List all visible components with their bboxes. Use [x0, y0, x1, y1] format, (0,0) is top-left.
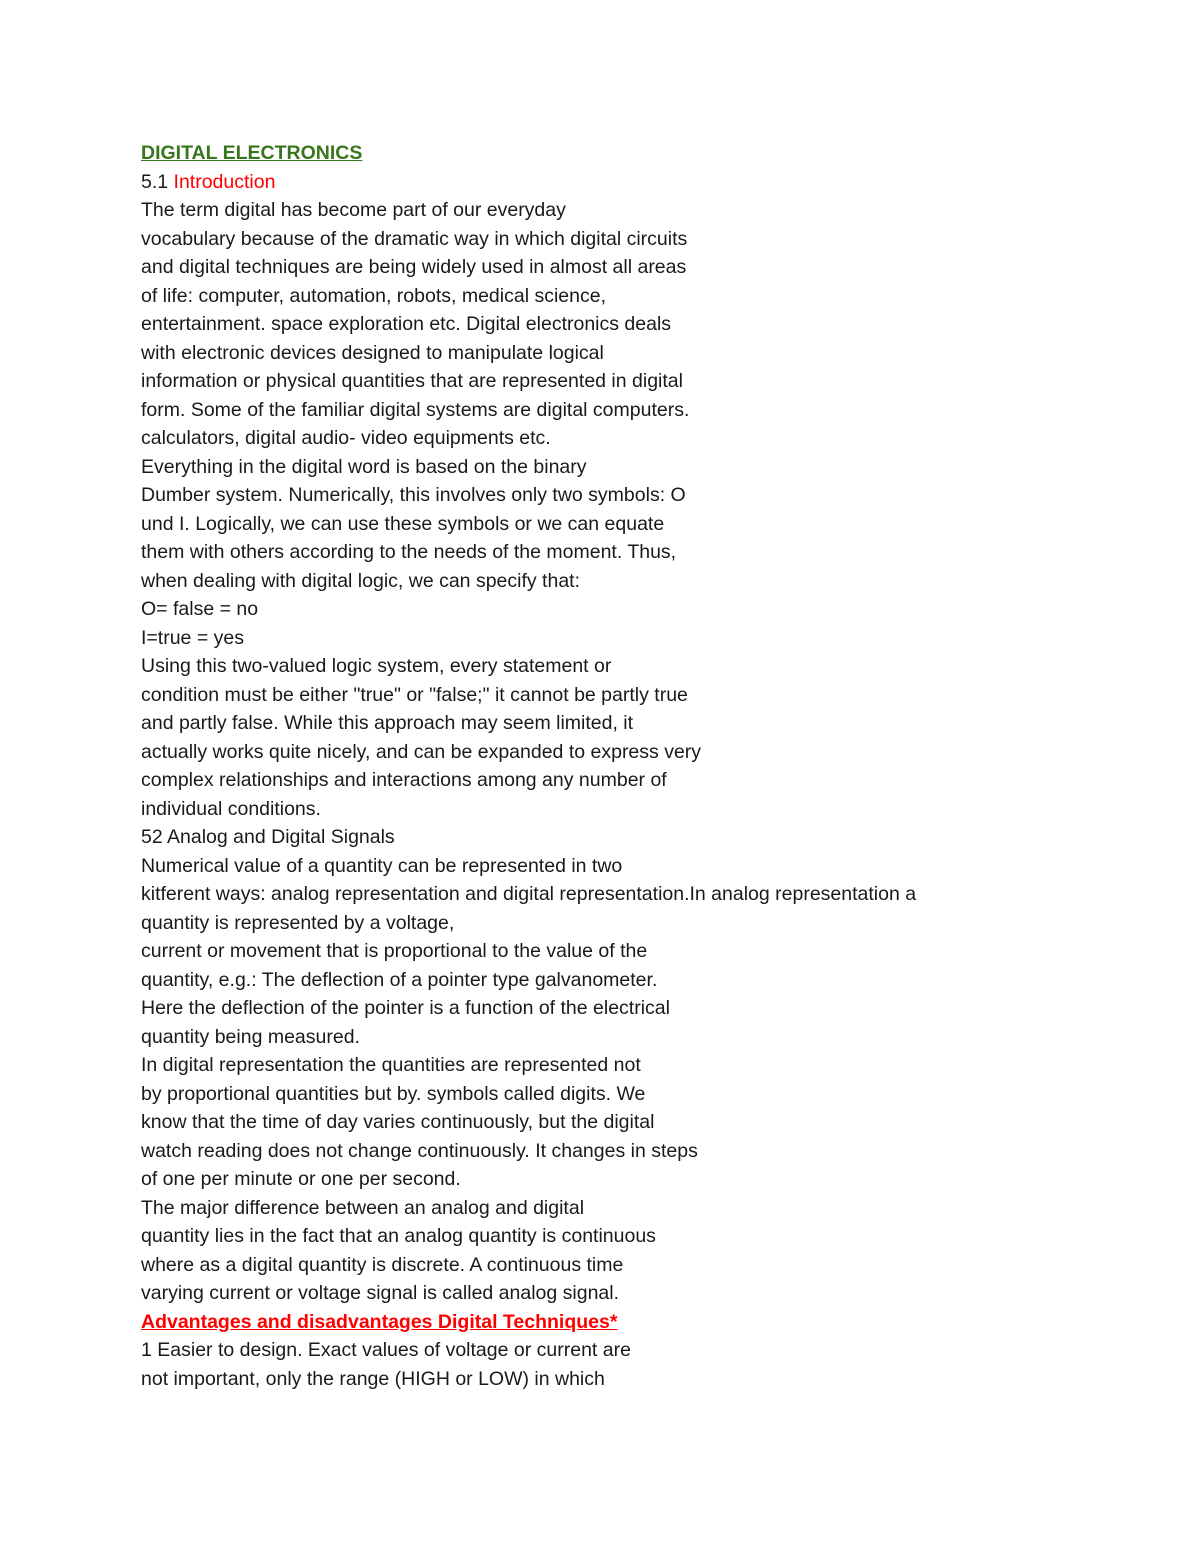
- text-line: kitferent ways: analog representation and digital representation.In analog representation a: [141, 883, 917, 905]
- document-page: [141, 139, 1141, 1393]
- document-title: DIGITAL ELECTRONICS: [141, 142, 363, 164]
- text-line: and digital techniques are being widely used in almost all areas: [141, 256, 687, 278]
- text-line: vocabulary because of the dramatic way in which digital circuits: [141, 227, 688, 250]
- text-line: current or movement that is proportional to the value of the: [141, 940, 648, 962]
- text-line: O= false = no: [141, 598, 259, 620]
- text-line: individual conditions.: [141, 797, 321, 820]
- text-line: form. Some of the familiar digital systems are digital computers.: [141, 398, 690, 421]
- text-line: In digital representation the quantities are represented not: [141, 1054, 641, 1076]
- text-line: quantity, e.g.: The deflection of a pointer type galvanometer.: [141, 968, 658, 991]
- text-line: of life: computer, automation, robots, medical science,: [141, 284, 606, 307]
- text-line: Dumber system. Numerically, this involves only two symbols: O: [141, 484, 686, 506]
- text-line: actually works quite nicely, and can be expanded to express very: [141, 740, 702, 763]
- text-line: quantity is represented by a voltage,: [141, 911, 455, 934]
- text-line: where as a digital quantity is discrete. A continuous time: [141, 1253, 624, 1276]
- body-text-block-1: [141, 196, 1141, 1308]
- section-label: Introduction: [173, 170, 276, 193]
- advantages-heading: Advantages and disadvantages Digital Techniques*: [141, 1310, 618, 1333]
- section-number: 5.1: [141, 170, 174, 193]
- text-line: and partly false. While this approach may seem limited, it: [141, 712, 634, 734]
- body-text-block-2: [141, 1336, 1141, 1393]
- text-line: with electronic devices designed to manipulate logical: [141, 341, 604, 364]
- text-line: Numerical value of a quantity can be represented in two: [141, 854, 623, 877]
- text-line: quantity lies in the fact that an analog quantity is continuous: [141, 1225, 656, 1247]
- text-line: calculators, digital audio- video equipments etc.: [141, 427, 551, 449]
- text-line: und I. Logically, we can use these symbols or we can equate: [141, 512, 665, 535]
- text-line: condition must be either "true" or "false;" it cannot be partly true: [141, 683, 688, 706]
- text-line: Everything in the digital word is based on the binary: [141, 455, 587, 478]
- text-line: watch reading does not change continuously. It changes in steps: [141, 1139, 698, 1162]
- text-line: information or physical quantities that are represented in digital: [141, 370, 683, 392]
- text-line: entertainment. space exploration etc. Digital electronics deals: [141, 313, 672, 335]
- section-heading-introduction: [141, 168, 1141, 197]
- text-line: varying current or voltage signal is called analog signal.: [141, 1282, 620, 1304]
- text-line: by proportional quantities but by. symbols called digits. We: [141, 1082, 646, 1105]
- text-line: know that the time of day varies continuously, but the digital: [141, 1111, 655, 1133]
- text-line: Using this two-valued logic system, every statement or: [141, 655, 612, 677]
- text-line: of one per minute or one per second.: [141, 1168, 461, 1190]
- text-line: them with others according to the needs of the moment. Thus,: [141, 541, 677, 563]
- text-line: complex relationships and interactions among any number of: [141, 769, 667, 791]
- text-line: quantity being measured.: [141, 1025, 360, 1048]
- text-line: when dealing with digital logic, we can specify that:: [141, 569, 580, 592]
- text-line: The term digital has become part of our everyday: [141, 199, 566, 221]
- text-line: Here the deflection of the pointer is a function of the electrical: [141, 997, 670, 1019]
- text-line: The major difference between an analog and digital: [141, 1196, 585, 1219]
- text-line: 1 Easier to design. Exact values of voltage or current are: [141, 1339, 631, 1361]
- text-line: 52 Analog and Digital Signals: [141, 826, 395, 848]
- text-line: not important, only the range (HIGH or LOW) in which: [141, 1367, 605, 1390]
- text-line: I=true = yes: [141, 626, 244, 649]
